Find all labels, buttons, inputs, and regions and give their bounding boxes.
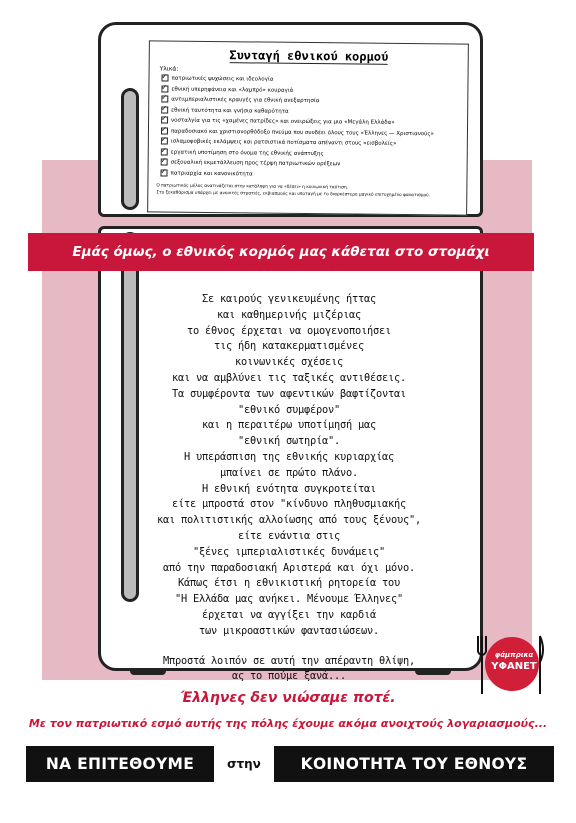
poem-line: "εθνικό συμφέρον" (238, 403, 340, 416)
poem-line: "ξένες ιμπεριαλιστικές δυνάμεις" (193, 545, 385, 558)
poem-text (114, 292, 464, 685)
slogan-primary: Έλληνες δεν νιώσαμε ποτέ. (180, 690, 396, 706)
checkbox-icon (160, 169, 167, 176)
poem-line: κοινωνικές σχέσεις (235, 356, 343, 369)
poem-line: τις ήδη κατακερματισμένες (214, 340, 364, 353)
bottom-call-to-action (26, 746, 554, 782)
checkbox-icon (161, 106, 168, 113)
list-item: ✓εθνική ταυτότητα και γνήσια καθαρότητα (161, 105, 459, 119)
list-item: ✓σεξουαλική εκμετάλλευση προς τέρψη πατριωτικών ορέξεων (161, 157, 459, 171)
poem-closing-line: Μπροστά λοιπόν σε αυτή την απέραντη θλίψη, (163, 654, 415, 667)
list-item: ✓ισλαμοφοβικές εκλάμψεις και ρατσιστικά ποτίσματα απέναντι στους «εισβολείς» (161, 136, 459, 150)
freezer-handle-icon (121, 88, 139, 210)
recipe-ingredient-list (156, 73, 459, 181)
checkbox-icon (161, 85, 168, 92)
poem-line: το έθνος έρχεται να ομογενοποιήσει (187, 324, 391, 337)
poem-line: Κάπως έτσι η εθνικιστική ρητορεία του (178, 577, 400, 590)
recipe-note (147, 40, 469, 215)
poem-line: έρχεται να αγγίξει την καρδιά (202, 608, 376, 621)
poem-line: των μικροαστικών φαντασιώσεων. (199, 624, 379, 637)
list-item: ✓παραδοσιακό και χριστιανορθόδοξο πνεύμα που συνδέει όλους τους «Έλληνες — Χριστιανούς» (161, 126, 459, 140)
cta-left-box: ΝΑ ΕΠΙΤΕΘΟΥΜΕ (26, 746, 214, 782)
poem-line: από την παραδοσιακή Αριστερά και όχι μόνο. (163, 561, 415, 574)
poem-closing-line: ας το πούμε ξανά... (232, 670, 346, 683)
list-item: ✓νοσταλγία για τις «χαμένες πατρίδες» και ονειρώξεις για μια «Μεγάλη Ελλάδα» (161, 115, 459, 129)
list-item: ✓αντιιμπεριαλιστικές κραυγές για εθνική ανεξαρτησία (161, 94, 459, 108)
list-item: ✓πατριωτικές ψυχώσεις και ιδεολογία (161, 73, 459, 87)
poem-line: Η εθνική ενότητα συγκροτείται (202, 482, 376, 495)
poem-line: και να αμβλύνει τις ταξικές αντιθέσεις. (172, 371, 406, 384)
poem-line: είτε ενάντια στις (238, 529, 340, 542)
checkbox-icon (161, 95, 168, 102)
poem-line: είτε μπροστά στον "κίνδυνο πληθυσμιακής (172, 498, 406, 511)
headline-banner: Εμάς όμως, ο εθνικός κορμός μας κάθεται στο στομάχι (28, 233, 534, 271)
poem-line: και καθημερινής μιζέριας (217, 308, 361, 321)
checkbox-icon (161, 137, 168, 144)
checkbox-icon (161, 127, 168, 134)
checkbox-icon (161, 116, 168, 123)
checkbox-icon (161, 158, 168, 165)
poem-line: μπαίνει σε πρώτο πλάνο. (220, 466, 358, 479)
checkbox-icon (161, 74, 168, 81)
cta-right-box: ΚΟΙΝΟΤΗΤΑ ΤΟΥ ΕΘΝΟΥΣ (274, 746, 554, 782)
list-item: ✓εργατική υποτίμηση στο όνομα της εθνικής ανάπτυξης (161, 147, 459, 161)
recipe-ingredients-label: Υλικά: (159, 65, 179, 73)
recipe-footnote: Ο πατριωτικός μύλος ανατινάζεται στην κατάληψη για να «δέσει» η κοινωνική ταύτιση. Στο ξεκαθάρισμα υπάρχει με ανοικτές στρατιές, εκβιασμούς και υποταγή με το διαρκέστερο μαγικό επιτυχημένο φανατισμού. (156, 183, 431, 199)
slogan-secondary: Με τον πατριωτικό εσμό αυτής της πόλης έχουμε ακόμα ανοιχτούς λογαριασμούς... (28, 717, 548, 730)
poem-line: και πολιτιστικής αλλοίωσης από τους ξένους", (157, 514, 421, 527)
poem-line: "Η Ελλάδα μας ανήκει. Μένουμε Έλληνες" (175, 593, 403, 606)
poem-gap (114, 640, 464, 654)
poem-line: Σε καιρούς γενικευμένης ήττας (202, 293, 376, 305)
poem-line: Η υπεράσπιση της εθνικής κυριαρχίας (184, 450, 394, 463)
poem-line: Τα συμφέροντα των αφεντικών βαφτίζονται (172, 387, 406, 400)
recipe-title: Συνταγή εθνικού κορμού (229, 48, 389, 64)
poem-line: "εθνική σωτηρία". (238, 435, 340, 448)
cta-middle-word: στην (227, 757, 261, 771)
list-item: ✓πατριαρχία και κανονικότητα (160, 168, 458, 182)
logo-text: φάμπρικα ΥΦΑΝΕΤ (491, 651, 537, 672)
checkbox-icon (161, 148, 168, 155)
poem-line: και η περαιτέρω υποτίμησή μας (202, 419, 376, 432)
list-item: ✓εθνική υπερηφάνεια και «λαμπρό» κουραγιά (161, 84, 459, 98)
